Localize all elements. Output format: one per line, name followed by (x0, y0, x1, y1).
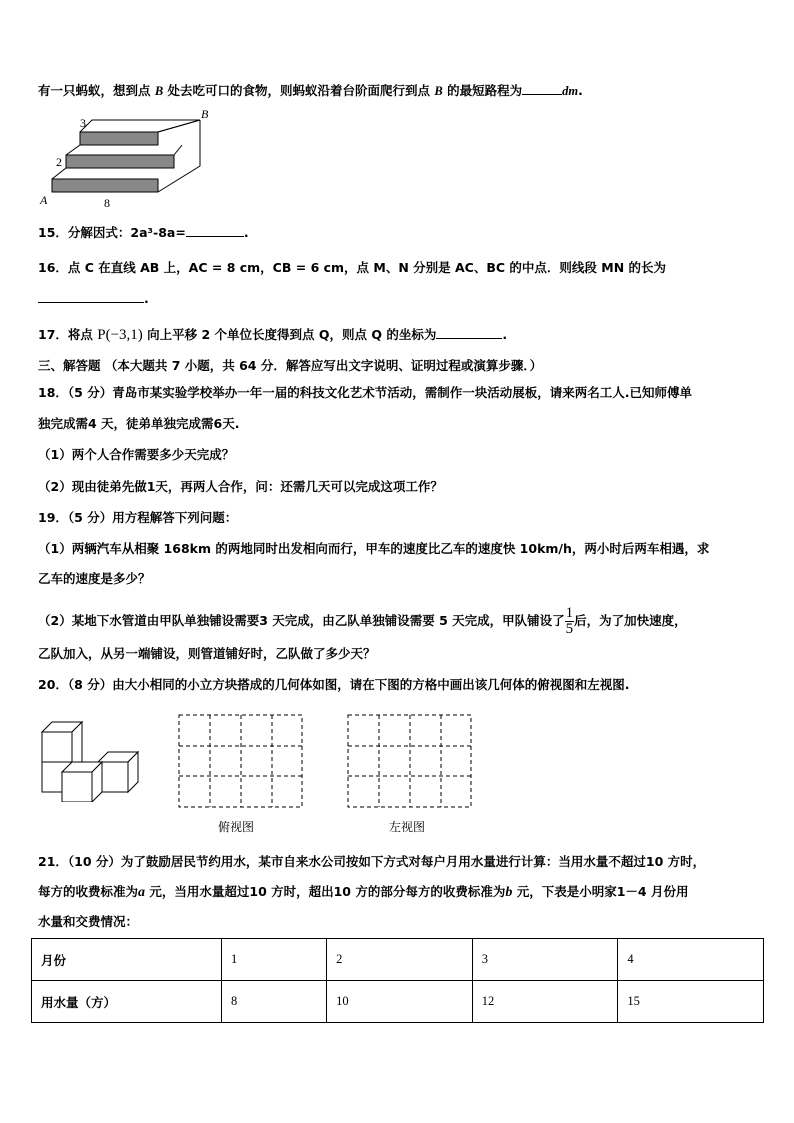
stairs-label-a: A (40, 193, 48, 207)
q19-sub2-a: （2）某地下水管道由甲队单独铺设需要3 天完成，由乙队单独铺设需要 5 天完成，甲队铺设了 $\frac{1}{5}$ 后，为了加快速度， (38, 605, 687, 637)
table-cell: 1 (222, 939, 327, 981)
q21-line3: 水量和交费情况： (38, 914, 139, 929)
left-view-grid[interactable] (347, 714, 473, 810)
table-cell: 8 (222, 981, 327, 1023)
stairs-label-3: 3 (80, 116, 86, 130)
q18-sub2: （2）现由徒弟先做1天，再两人合作，问：还需几天可以完成这项工作？ (38, 479, 443, 494)
q19-sub1-b: 乙车的速度是多少？ (38, 571, 151, 586)
table-cell: 月份 (32, 939, 222, 981)
q18-sub1: （1）两个人合作需要多少天完成？ (38, 447, 235, 462)
stairs-figure (36, 106, 226, 210)
table-cell: 4 (618, 939, 764, 981)
stairs-label-8: 8 (104, 196, 110, 210)
table-cell: 15 (618, 981, 764, 1023)
top-view-caption: 俯视图 (218, 820, 255, 834)
stairs-label-2: 2 (56, 155, 62, 169)
q19-sub2-b: 乙队加入，从另一端铺设，则管道铺好时，乙队做了多少天？ (38, 646, 376, 661)
q14-text: 有一只蚂蚁，想到点 B 处去吃可口的食物，则蚂蚁沿着台阶面爬行到点 B 的最短路程为 dm. (38, 83, 583, 98)
cube-figure (38, 718, 142, 802)
answer-blank (186, 224, 244, 237)
top-view-grid[interactable] (178, 714, 304, 810)
answer-blank (436, 326, 502, 339)
table-cell: 12 (472, 981, 618, 1023)
answer-blank (38, 290, 144, 303)
table-row (32, 939, 764, 981)
q15: 15．分解因式：2a³-8a= . (38, 225, 249, 240)
section-3-heading: 三、解答题 （本大题共 7 小题，共 64 分．解答应写出文字说明、证明过程或演算步骤．） (38, 358, 543, 373)
q18-line1: 18．（5 分）青岛市某实验学校举办一年一届的科技文化艺术节活动，需制作一块活动展板，请来两名工人.已知师傅单 (38, 385, 692, 400)
table-row (32, 981, 764, 1023)
q19-line1: 19．（5 分）用方程解答下列问题： (38, 510, 238, 525)
left-view-caption: 左视图 (389, 820, 426, 834)
table-cell: 用水量（方） (32, 981, 222, 1023)
q21-line1: 21．（10 分）为了鼓励居民节约用水，某市自来水公司按如下方式对每户月用水量进行计算：当用水量不超过10 方时， (38, 854, 706, 869)
q16: 16．点 C 在直线 AB 上，AC = 8 cm，CB = 6 cm，点 M、N 分别是 AC、BC 的中点．则线段 MN 的长为 (38, 260, 667, 275)
q19-sub1-a: （1）两辆汽车从相聚 168km 的两地同时出发相向而行，甲车的速度比乙车的速度快 10km/h，两小时后两车相遇，求 (38, 541, 710, 556)
stairs-label-b: B (201, 107, 209, 121)
table-cell: 3 (472, 939, 618, 981)
q17: 17．将点 P(−3,1) 向上平移 2 个单位长度得到点 Q，则点 Q 的坐标为 . (38, 327, 508, 343)
q18-line2: 独完成需4 天，徒弟单独完成需6天. (38, 416, 240, 431)
water-usage-table (31, 938, 764, 1023)
table-cell: 10 (327, 981, 473, 1023)
q21-line2: 每方的收费标准为a 元，当用水量超过10 方时，超出10 方的部分每方的收费标准为b 元，下表是小明家1－4 月份用 (38, 884, 689, 900)
q20-line1: 20．（8 分）由大小相同的小立方块搭成的几何体如图，请在下图的方格中画出该几何体的俯视图和左视图. (38, 677, 630, 692)
table-cell: 2 (327, 939, 473, 981)
q16-blank-line: . (38, 290, 149, 308)
answer-blank (522, 82, 562, 95)
